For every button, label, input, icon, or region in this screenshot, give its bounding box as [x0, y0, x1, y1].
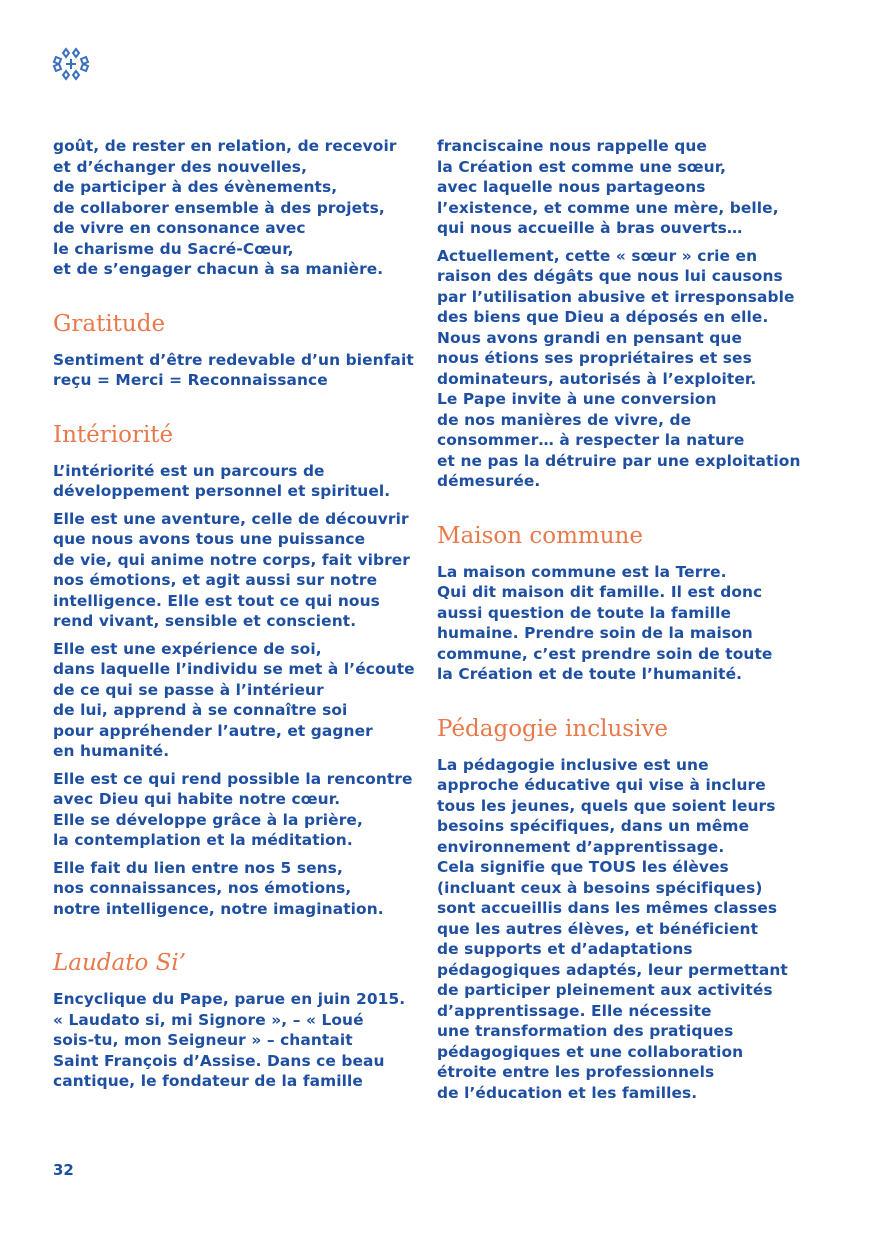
text-line: la Création et de toute l’humanité. — [437, 665, 743, 683]
text-line: en humanité. — [53, 742, 170, 760]
text-line: intelligence. Elle est tout ce qui nous — [53, 591, 380, 610]
text-line: étroite entre les professionnels — [437, 1063, 715, 1081]
text-line: Elle se développe grâce à la prière, — [53, 810, 363, 829]
text-line: avec Dieu qui habite notre cœur. — [53, 790, 341, 808]
text-line: Le Pape invite à une conversion — [437, 390, 717, 408]
text-line: le charisme du Sacré-Cœur, — [53, 239, 294, 258]
pedagogie-inclusive-paragraph — [437, 755, 788, 1104]
text-line: de lui, apprend à se connaître soi — [53, 701, 348, 719]
text-line: que nous avons tous une puissance — [53, 530, 366, 548]
text-line: rend vivant, sensible et conscient. — [53, 612, 357, 630]
text-line: de participer pleinement aux activités — [437, 981, 773, 999]
interiorite-paragraph-1 — [53, 461, 393, 502]
right-column — [437, 136, 801, 1110]
text-line: de l’éducation et les familles. — [437, 1083, 698, 1102]
intro-paragraph — [53, 136, 397, 280]
text-line: de participer à des évènements, — [53, 178, 338, 196]
text-line: environnement d’apprentissage. — [437, 837, 725, 856]
text-line: Elle est ce qui rend possible la rencontre — [53, 769, 413, 788]
brand-logo-icon — [52, 46, 90, 82]
text-line: consommer… à respecter la nature — [437, 431, 745, 449]
text-line: besoins spécifiques, dans un même — [437, 817, 750, 835]
heading-pedagogie-inclusive: Pédagogie inclusive — [437, 715, 669, 742]
text-line: notre intelligence, notre imagination. — [53, 899, 384, 918]
text-line: Qui dit maison dit famille. Il est donc — [437, 583, 763, 601]
laudato-paragraph-1 — [53, 989, 406, 1092]
text-line: des biens que Dieu a déposés en elle. — [437, 308, 769, 326]
text-line: l’existence, et comme une mère, belle, — [437, 198, 779, 217]
text-line: de supports et d’adaptations — [437, 940, 693, 958]
text-line: Elle fait du lien entre nos 5 sens, — [53, 858, 343, 877]
text-line: Nous avons grandi en pensant que — [437, 328, 742, 347]
text-line: tous les jeunes, quels que soient leurs — [437, 796, 776, 815]
text-line: de nos manières de vivre, de — [437, 410, 692, 429]
text-line: que les autres élèves, et bénéficient — [437, 919, 759, 938]
text-line: la Création est comme une sœur, — [437, 157, 727, 176]
text-line: qui nous accueille à bras ouverts… — [437, 219, 743, 237]
text-line: La maison commune est la Terre. — [437, 562, 727, 581]
text-line: nous étions ses propriétaires et ses — [437, 349, 752, 367]
gratitude-paragraph — [53, 350, 414, 391]
text-line: approche éducative qui vise à inclure — [437, 776, 766, 794]
text-line: goût, de rester en relation, de recevoir — [53, 137, 397, 155]
text-line: Elle est une expérience de soi, — [53, 639, 322, 658]
text-line: La pédagogie inclusive est une — [437, 755, 709, 774]
text-line: nos connaissances, nos émotions, — [53, 879, 352, 897]
text-line: (incluant ceux à besoins spécifiques) — [437, 878, 763, 897]
text-line: dans laquelle l’individu se met à l’écoute — [53, 660, 415, 678]
interiorite-paragraph-2 — [53, 509, 410, 632]
text-line: pour appréhender l’autre, et gagner — [53, 721, 373, 740]
text-line: de vivre en consonance avec — [53, 219, 306, 237]
text-line: avec laquelle nous partageons — [437, 178, 706, 196]
text-line: pédagogiques adaptés, leur permettant — [437, 960, 788, 979]
maison-commune-paragraph — [437, 562, 777, 685]
text-line: Encyclique du Pape, parue en juin 2015. — [53, 990, 406, 1008]
interiorite-paragraph-4 — [53, 769, 413, 851]
text-line: d’apprentissage. Elle nécessite — [437, 1001, 712, 1020]
text-line: développement personnel et spirituel. — [53, 482, 391, 500]
page-number: 32 — [53, 1161, 74, 1179]
text-line: sont accueillis dans les mêmes classes — [437, 899, 778, 917]
text-line: humaine. Prendre soin de la maison — [437, 624, 753, 642]
laudato-continued-paragraph-2 — [437, 246, 801, 492]
text-line: raison des dégâts que nous lui causons — [437, 267, 783, 285]
heading-maison-commune: Maison commune — [437, 522, 643, 549]
text-line: Elle est une aventure, celle de découvrir — [53, 509, 409, 528]
text-line: une transformation des pratiques — [437, 1022, 734, 1040]
text-line: et d’échanger des nouvelles, — [53, 157, 308, 176]
laudato-continued-paragraph-1 — [437, 136, 777, 239]
text-line: Saint François d’Assise. Dans ce beau — [53, 1051, 385, 1070]
text-line: aussi question de toute la famille — [437, 603, 732, 622]
text-line: Sentiment d’être redevable d’un bienfait — [53, 350, 414, 369]
text-line: nos émotions, et agit aussi sur notre — [53, 571, 378, 589]
text-line: pédagogiques et une collaboration — [437, 1042, 744, 1061]
text-line: de ce qui se passe à l’intérieur — [53, 680, 324, 699]
text-line: de vie, qui anime notre corps, fait vibrer — [53, 550, 410, 569]
text-line: commune, c’est prendre soin de toute — [437, 644, 773, 663]
text-line: Cela signifie que TOUS les élèves — [437, 858, 729, 876]
text-line: dominateurs, autorisés à l’exploiter. — [437, 369, 757, 388]
text-line: Actuellement, cette « sœur » crie en — [437, 246, 758, 265]
heading-laudato-si: Laudato Si’ — [53, 950, 187, 976]
heading-interiorite: Intériorité — [53, 421, 174, 448]
text-line: et de s’engager chacun à sa manière. — [53, 260, 384, 278]
text-line: de collaborer ensemble à des projets, — [53, 198, 385, 217]
text-line: L’intériorité est un parcours de — [53, 461, 325, 480]
heading-gratitude: Gratitude — [53, 310, 166, 337]
interiorite-paragraph-3 — [53, 639, 415, 762]
text-line: et ne pas la détruire par une exploitation — [437, 451, 801, 470]
text-line: « Laudato si, mi Signore », – « Loué — [53, 1010, 364, 1029]
text-line: sois-tu, mon Seigneur » – chantait — [53, 1031, 353, 1049]
text-line: franciscaine nous rappelle que — [437, 137, 707, 155]
text-line: démesurée. — [437, 472, 541, 490]
text-line: cantique, le fondateur de la famille — [53, 1072, 363, 1090]
text-line: par l’utilisation abusive et irresponsable — [437, 287, 795, 306]
left-column — [53, 136, 415, 1099]
text-line: reçu = Merci = Reconnaissance — [53, 371, 328, 389]
text-line: la contemplation et la méditation. — [53, 831, 353, 849]
interiorite-paragraph-5 — [53, 858, 393, 920]
